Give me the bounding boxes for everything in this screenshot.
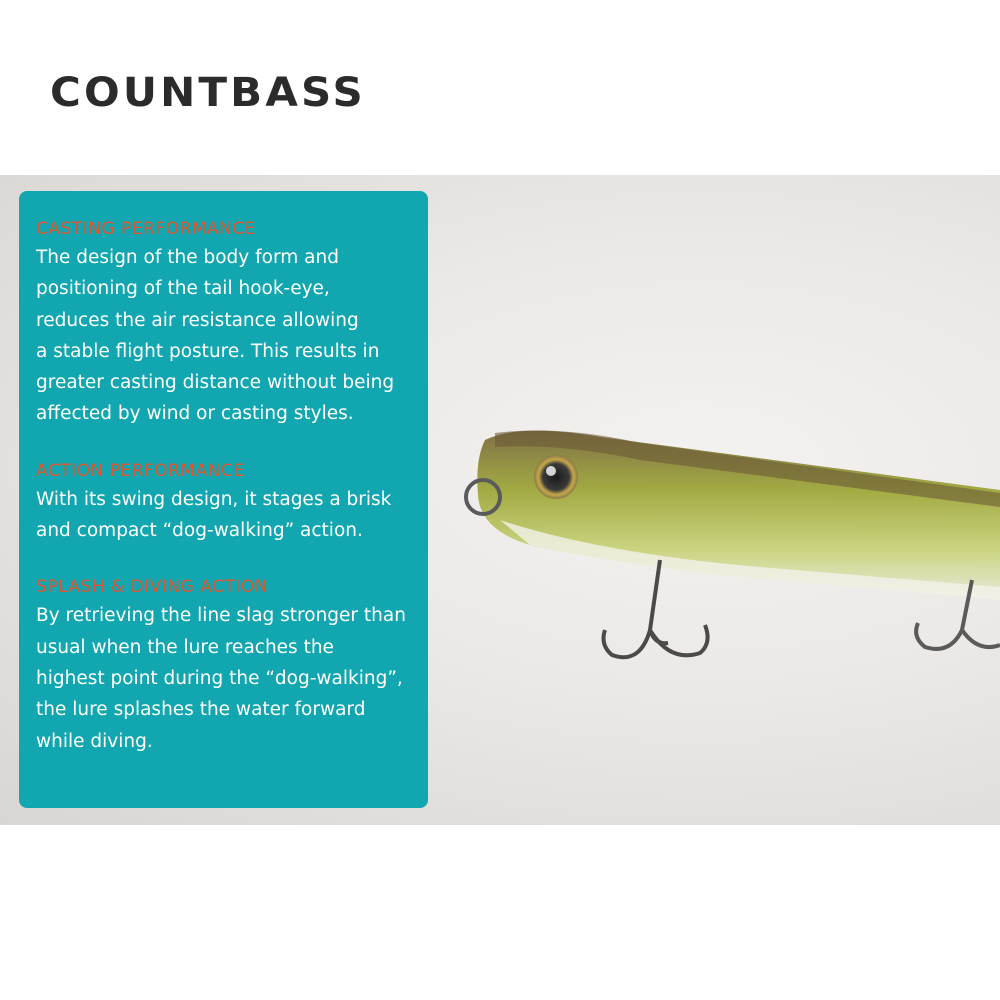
feature-description: The design of the body form and positioning of the tail hook-eye, reduces the air resistance allowing a stable flight posture. This results in greater casting distance without being affected by wind or casting styles. <box>36 247 395 425</box>
brand-logo: COUNTBASS <box>50 70 366 116</box>
lure-eye <box>534 455 578 499</box>
feature-title: ACTION PERFORMANCE <box>36 460 245 481</box>
feature-section <box>36 217 428 430</box>
feature-section <box>36 459 428 547</box>
feature-title: SPLASH & DIVING ACTION <box>36 577 268 598</box>
feature-panel <box>19 191 428 808</box>
feature-description: By retrieving the line slag stronger than usual when the lure reaches the highest point during the “dog-walking”, the lure splashes the water forward while diving. <box>36 605 406 752</box>
front-treble-hook <box>604 560 708 657</box>
feature-description: With its swing design, it stages a brisk and compact “dog-walking” action. <box>36 488 392 542</box>
feature-title: CASTING PERFORMANCE <box>36 219 256 239</box>
feature-section <box>36 575 428 756</box>
